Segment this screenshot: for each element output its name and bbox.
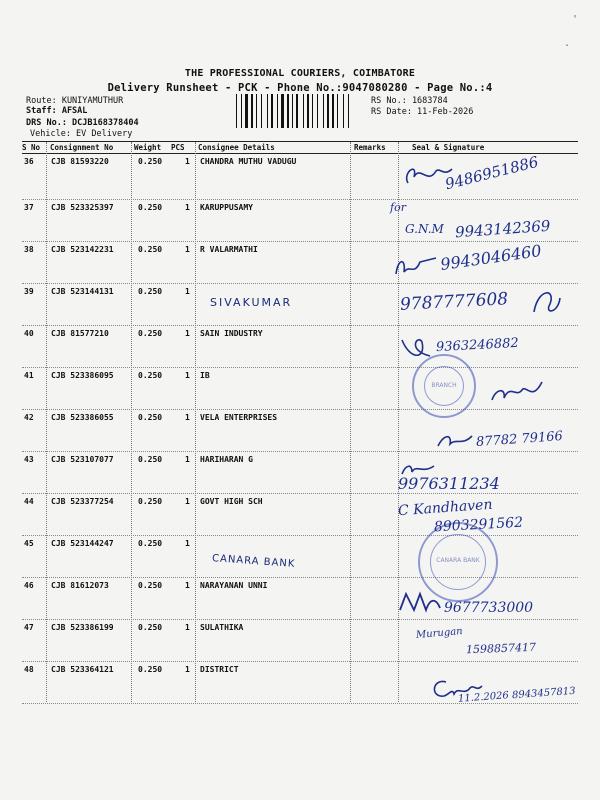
signature [486,374,550,410]
table-row [0,451,600,493]
company-title: THE PROFESSIONAL COURIERS, COIMBATORE [184,68,416,79]
cell-consignee: SAIN INDUSTRY [200,329,263,338]
barcode-bar [236,94,237,128]
handwritten-consignee: SIVAKUMAR [210,296,293,309]
col-sno: S No [22,143,41,152]
barcode-bar [241,94,242,128]
row-divider [22,199,578,200]
barcode [236,94,368,128]
cell-consignment: CJB 523377254 [51,497,114,506]
barcode-bar [348,94,349,128]
barcode-bar [281,94,284,128]
signature [396,588,444,616]
cell-pcs: 1 [185,157,190,166]
handwritten-phone: 9486951886 [443,152,541,194]
staff: Staff: AFSAL [26,106,88,116]
cell-pcs: 1 [185,245,190,254]
cell-sno: 47 [24,623,34,632]
cell-consignee: R VALARMATHI [200,245,258,254]
cell-consignee: DISTRICT [200,665,239,674]
cell-sno: 37 [24,203,34,212]
handwritten-phone: 9363246882 [435,335,520,356]
cell-pcs: 1 [185,497,190,506]
row-divider [22,535,578,536]
barcode-bar [343,94,344,128]
drs-number: DRS No.: DCJB168378404 [26,118,139,128]
cell-consignee: GOVT HIGH SCH [200,497,263,506]
handwritten-phone: 9943046460 [439,241,543,274]
row-divider [22,493,578,494]
cell-consignment: CJB 81577210 [51,329,109,338]
cell-pcs: 1 [185,371,190,380]
barcode-bar [303,94,304,128]
stamp-seal: CANARA BANK [418,522,498,602]
cell-consignment: CJB 523386055 [51,413,114,422]
cell-sno: 40 [24,329,34,338]
cell-pcs: 1 [185,581,190,590]
barcode-bar [245,94,248,128]
barcode-bar [267,94,268,128]
cell-weight: 0.250 [138,371,163,380]
cell-consignee: HARIHARAN G [200,455,253,464]
cell-consignee: CHANDRA MUTHU VADUGU [200,157,297,166]
stamp-seal: BRANCH [412,354,476,418]
cell-pcs: 1 [185,203,190,212]
corner-mark: ' [572,14,579,25]
rs-number: RS No.: 1683784 [371,96,448,106]
cell-weight: 0.250 [138,413,163,422]
handwritten-phone: 8943457813 [511,685,576,702]
cell-sno: 45 [24,539,34,548]
handwritten-phone: 9976311234 [398,474,500,493]
handwritten-consignee: CANARA BANK [211,553,296,570]
cell-consignee: IB [200,371,210,380]
cell-consignment: CJB 523386199 [51,623,114,632]
signature [392,250,442,282]
signature [396,330,440,366]
table-row [0,661,600,703]
row-divider [22,661,578,662]
handwritten-date: 11.2.2026 [457,690,510,705]
barcode-bar [332,94,334,128]
table-row [0,283,600,325]
cell-consignee: NARAYANAN UNNI [200,581,268,590]
row-divider [22,283,578,284]
cell-consignment: CJB 523107077 [51,455,114,464]
handwritten-phone: 1598857417 [465,640,537,657]
handwritten-name: Murugan [415,625,464,642]
header-rule-top [22,141,578,142]
handwritten-note: for [390,201,406,214]
col-weight: Weight [134,143,162,152]
table-row [0,535,600,577]
cell-pcs: 1 [185,539,190,548]
cell-consignment: CJB 81593220 [51,157,109,166]
cell-weight: 0.250 [138,455,163,464]
cell-weight: 0.250 [138,329,163,338]
cell-sno: 44 [24,497,34,506]
cell-weight: 0.250 [138,157,163,166]
col-seal: Seal & Signature [412,143,485,152]
header-rule-bottom [22,153,578,154]
cell-sno: 38 [24,245,34,254]
cell-consignment: CJB 523386095 [51,371,114,380]
table-bottom-rule [22,703,578,704]
handwritten-phone: 87782 79166 [475,428,564,451]
barcode-bar [271,94,273,128]
cell-pcs: 1 [185,665,190,674]
cell-sno: 39 [24,287,34,296]
cell-weight: 0.250 [138,665,163,674]
barcode-bar [323,94,324,128]
cell-sno: 48 [24,665,34,674]
col-remarks: Remarks [354,143,386,152]
col-consignee: Consignee Details [198,143,275,152]
col-pcs: PCS [171,143,185,152]
barcode-bar [256,94,257,128]
cell-consignment: CJB 81612073 [51,581,109,590]
cell-weight: 0.250 [138,203,163,212]
barcode-bar [337,94,338,128]
row-divider [22,451,578,452]
barcode-bar [317,94,318,128]
vehicle: Vehicle: EV Delivery [30,129,133,139]
rs-date: RS Date: 11-Feb-2026 [371,107,474,117]
barcode-bar [327,94,329,128]
handwritten-name: G.N.M [405,222,444,236]
barcode-bar [277,94,278,128]
cell-pcs: 1 [185,287,190,296]
cell-sno: 36 [24,157,34,166]
cell-weight: 0.250 [138,539,163,548]
barcode-bar [312,94,313,128]
cell-sno: 42 [24,413,34,422]
barcode-bar [261,94,262,128]
cell-consignee: KARUPPUSAMY [200,203,253,212]
cell-consignment: CJB 523325397 [51,203,114,212]
handwritten-phone: 8903291562 [433,514,524,536]
runsheet-subtitle: Delivery Runsheet - PCK - Phone No.:9047080280 - Page No.:4 [107,82,493,94]
route: Route: KUNIYAMUTHUR [26,96,124,106]
col-consignment: Consignment No [50,143,114,152]
cell-consignment: CJB 523144247 [51,539,114,548]
cell-weight: 0.250 [138,287,163,296]
cell-weight: 0.250 [138,245,163,254]
cell-sno: 41 [24,371,34,380]
cell-consignee: VELA ENTERPRISES [200,413,278,422]
cell-pcs: 1 [185,623,190,632]
cell-weight: 0.250 [138,497,163,506]
barcode-bar [296,94,298,128]
row-divider [22,325,578,326]
cell-pcs: 1 [185,455,190,464]
signature [434,428,476,452]
row-divider [22,241,578,242]
barcode-bar [292,94,293,128]
cell-weight: 0.250 [138,581,163,590]
barcode-bar [287,94,289,128]
cell-consignment: CJB 523142231 [51,245,114,254]
cell-consignment: CJB 523144131 [51,287,114,296]
cell-pcs: 1 [185,329,190,338]
cell-consignee: SULATHIKA [200,623,244,632]
cell-sno: 46 [24,581,34,590]
barcode-bar [251,94,253,128]
barcode-bar [307,94,309,128]
handwritten-phone: 9677733000 [444,600,534,616]
cell-sno: 43 [24,455,34,464]
handwritten-phone: 9943142369 [454,216,551,242]
cell-pcs: 1 [185,413,190,422]
handwritten-phone: 9787777608 [399,289,509,315]
row-divider [22,619,578,620]
corner-mark: . [564,38,571,49]
signature [528,284,564,318]
cell-consignment: CJB 523364121 [51,665,114,674]
cell-weight: 0.250 [138,623,163,632]
handwritten-name: C Kandhaven [397,496,493,520]
row-divider [22,367,578,368]
